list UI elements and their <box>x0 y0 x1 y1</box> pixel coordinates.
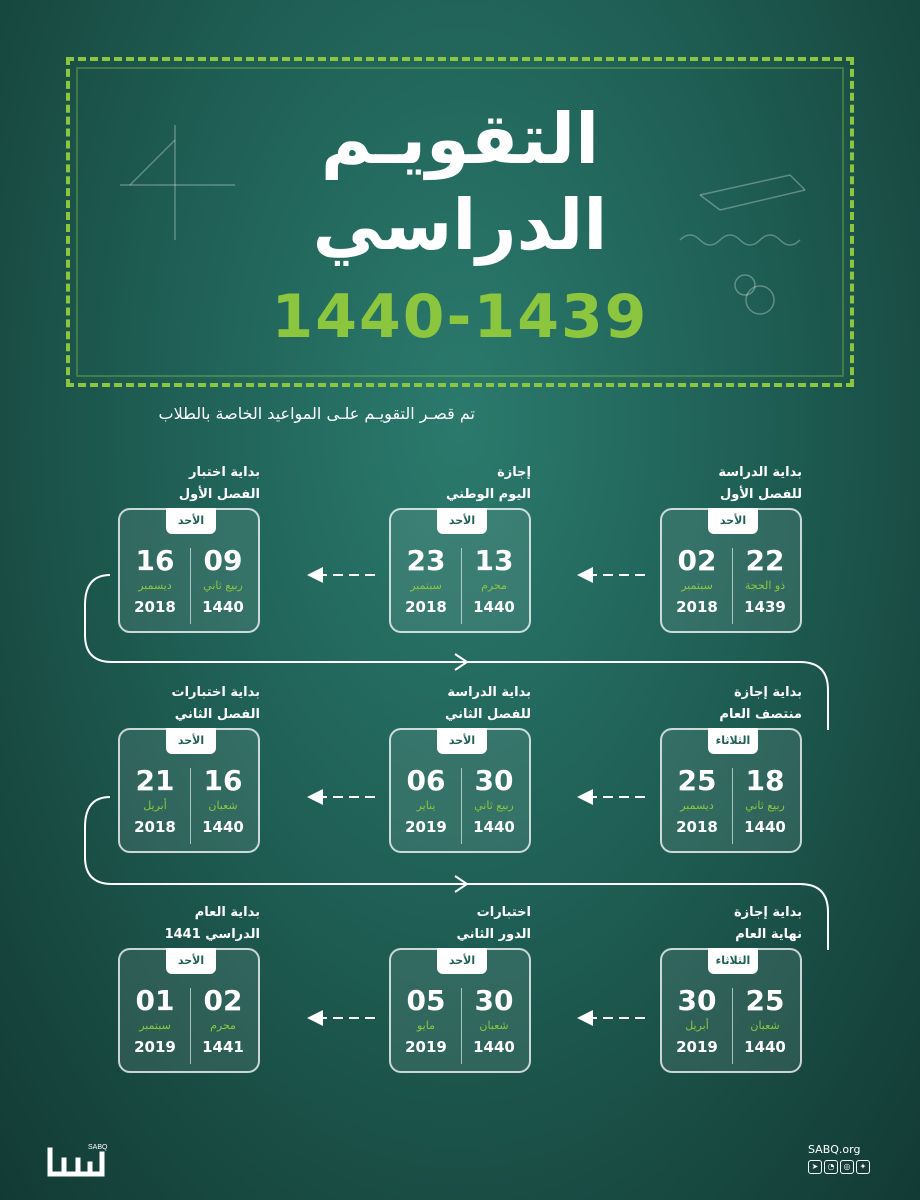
hijri-month: محرم <box>481 579 507 592</box>
telegram-icon[interactable]: ➤ <box>808 1160 822 1174</box>
event-label <box>361 462 531 506</box>
gregorian-month: سبتمبر <box>139 1019 171 1032</box>
hijri-month: محرم <box>210 1019 236 1032</box>
hijri-year: 1440 <box>202 818 244 836</box>
hijri-day: 09 <box>203 544 243 577</box>
hijri-day: 13 <box>474 544 514 577</box>
hijri-year: 1440 <box>473 1038 515 1056</box>
hijri-date <box>188 984 258 1060</box>
hijri-day: 30 <box>474 764 514 797</box>
event-label <box>90 902 260 946</box>
date-card <box>389 728 531 853</box>
site-url[interactable]: SABQ.org <box>808 1143 861 1156</box>
gregorian-day: 06 <box>406 764 446 797</box>
gregorian-month: سبتمبر <box>681 579 713 592</box>
card-divider <box>461 768 462 844</box>
event-label-line2: الفصل الأول <box>178 487 260 502</box>
hijri-day: 30 <box>474 984 514 1017</box>
hijri-date <box>459 544 529 620</box>
event-label-line1: إجازة <box>497 465 531 480</box>
event-label-line2: نهاية العام <box>735 927 802 942</box>
gregorian-month: أبريل <box>685 1019 709 1032</box>
hijri-year: 1440 <box>473 598 515 616</box>
gregorian-day: 30 <box>677 984 717 1017</box>
date-card <box>660 728 802 853</box>
event-label-line2: الدراسي 1441 <box>164 927 260 942</box>
event-label-line2: منتصف العام <box>719 707 802 722</box>
gregorian-month: أبريل <box>143 799 167 812</box>
sabq-logo <box>44 1140 108 1180</box>
hijri-date <box>459 764 529 840</box>
gregorian-year: 2018 <box>676 598 718 616</box>
date-card <box>660 508 802 633</box>
event-label-line1: بداية إجازة <box>733 905 802 920</box>
gregorian-year: 2019 <box>405 818 447 836</box>
card-divider <box>461 988 462 1064</box>
event-label-line1: بداية اختبارات <box>171 685 260 700</box>
hijri-month: شعبان <box>750 1019 780 1032</box>
gregorian-day: 02 <box>677 544 717 577</box>
gregorian-month: ديسمبر <box>138 579 172 592</box>
gregorian-month: مايو <box>417 1019 435 1032</box>
date-card <box>118 728 260 853</box>
weekday-tab: الأحد <box>166 728 216 754</box>
event-label-line2: الدور الثاني <box>456 927 531 942</box>
event-label-line1: اختبارات <box>476 905 531 920</box>
weekday-tab: الأحد <box>437 948 487 974</box>
card-divider <box>732 548 733 624</box>
gregorian-month: يناير <box>416 799 436 812</box>
gregorian-month: ديسمبر <box>680 799 714 812</box>
event-label-line1: بداية إجازة <box>733 685 802 700</box>
hijri-year: 1440 <box>744 1038 786 1056</box>
event-label <box>90 462 260 506</box>
hijri-month: شعبان <box>208 799 238 812</box>
gregorian-date <box>662 764 732 840</box>
card-divider <box>732 988 733 1064</box>
date-card <box>660 948 802 1073</box>
twitter-icon[interactable]: ✦ <box>856 1160 870 1174</box>
event-label <box>361 682 531 726</box>
hijri-day: 02 <box>203 984 243 1017</box>
hijri-date <box>730 764 800 840</box>
instagram-icon[interactable]: ◎ <box>840 1160 854 1174</box>
weekday-tab: الأحد <box>166 508 216 534</box>
event-label-line2: للفصل الثاني <box>444 707 531 722</box>
card-divider <box>190 548 191 624</box>
hijri-date <box>188 544 258 620</box>
event-label-line1: بداية اختبار <box>189 465 260 480</box>
hijri-month: ذو الحجة <box>744 579 786 592</box>
event-label-line1: بداية الدراسة <box>447 685 531 700</box>
gregorian-year: 2018 <box>134 818 176 836</box>
hijri-day: 18 <box>745 764 785 797</box>
gregorian-year: 2019 <box>405 1038 447 1056</box>
gregorian-day: 25 <box>677 764 717 797</box>
event-label <box>632 902 802 946</box>
event-label-line2: اليوم الوطني <box>445 487 531 502</box>
gregorian-date <box>391 544 461 620</box>
date-card <box>389 508 531 633</box>
hijri-year: 1440 <box>202 598 244 616</box>
hijri-month: شعبان <box>479 1019 509 1032</box>
hijri-day: 25 <box>745 984 785 1017</box>
hijri-year: 1439 <box>744 598 786 616</box>
weekday-tab: الثلاثاء <box>708 948 758 974</box>
event-label-line2: للفصل الأول <box>720 487 802 502</box>
gregorian-day: 23 <box>406 544 446 577</box>
page-title-line2: الدراسي <box>312 184 608 266</box>
card-divider <box>190 988 191 1064</box>
card-divider <box>732 768 733 844</box>
hijri-year: 1441 <box>202 1038 244 1056</box>
gregorian-date <box>120 764 190 840</box>
gregorian-date <box>662 984 732 1060</box>
card-divider <box>190 768 191 844</box>
hijri-day: 16 <box>203 764 243 797</box>
event-label-line1: بداية الدراسة <box>718 465 802 480</box>
event-label-line2: الفصل الثاني <box>174 707 260 722</box>
page-title: التقويـم <box>320 98 600 180</box>
gregorian-year: 2018 <box>676 818 718 836</box>
hijri-month: ربيع ثاني <box>203 579 243 592</box>
gregorian-date <box>120 544 190 620</box>
svg-text:SABQ: SABQ <box>88 1144 108 1151</box>
card-divider <box>461 548 462 624</box>
date-card <box>118 948 260 1073</box>
gregorian-year: 2019 <box>134 1038 176 1056</box>
date-card <box>118 508 260 633</box>
gregorian-date <box>662 544 732 620</box>
gregorian-day: 01 <box>135 984 175 1017</box>
hijri-date <box>730 544 800 620</box>
subtitle: تم قصـر التقويـم علـى المواعيد الخاصة بالطلاب <box>158 404 475 423</box>
academic-years: 1440-1439 <box>271 282 649 352</box>
event-label <box>361 902 531 946</box>
gregorian-date <box>391 984 461 1060</box>
gregorian-date <box>120 984 190 1060</box>
snapchat-icon[interactable]: ◔ <box>824 1160 838 1174</box>
gregorian-day: 21 <box>135 764 175 797</box>
hijri-date <box>188 764 258 840</box>
event-label <box>90 682 260 726</box>
weekday-tab: الثلاثاء <box>708 728 758 754</box>
event-label <box>632 682 802 726</box>
date-card <box>389 948 531 1073</box>
weekday-tab: الأحد <box>437 508 487 534</box>
event-label-line1: بداية العام <box>194 905 260 920</box>
hijri-month: ربيع ثاني <box>745 799 785 812</box>
gregorian-day: 16 <box>135 544 175 577</box>
gregorian-month: سبتمبر <box>410 579 442 592</box>
weekday-tab: الأحد <box>708 508 758 534</box>
hijri-year: 1440 <box>744 818 786 836</box>
hijri-date <box>459 984 529 1060</box>
gregorian-year: 2018 <box>405 598 447 616</box>
gregorian-date <box>391 764 461 840</box>
gregorian-year: 2018 <box>134 598 176 616</box>
event-label <box>632 462 802 506</box>
weekday-tab: الأحد <box>166 948 216 974</box>
gregorian-day: 05 <box>406 984 446 1017</box>
hijri-date <box>730 984 800 1060</box>
hijri-month: ربيع ثاني <box>474 799 514 812</box>
hijri-day: 22 <box>745 544 785 577</box>
hijri-year: 1440 <box>473 818 515 836</box>
gregorian-year: 2019 <box>676 1038 718 1056</box>
weekday-tab: الأحد <box>437 728 487 754</box>
